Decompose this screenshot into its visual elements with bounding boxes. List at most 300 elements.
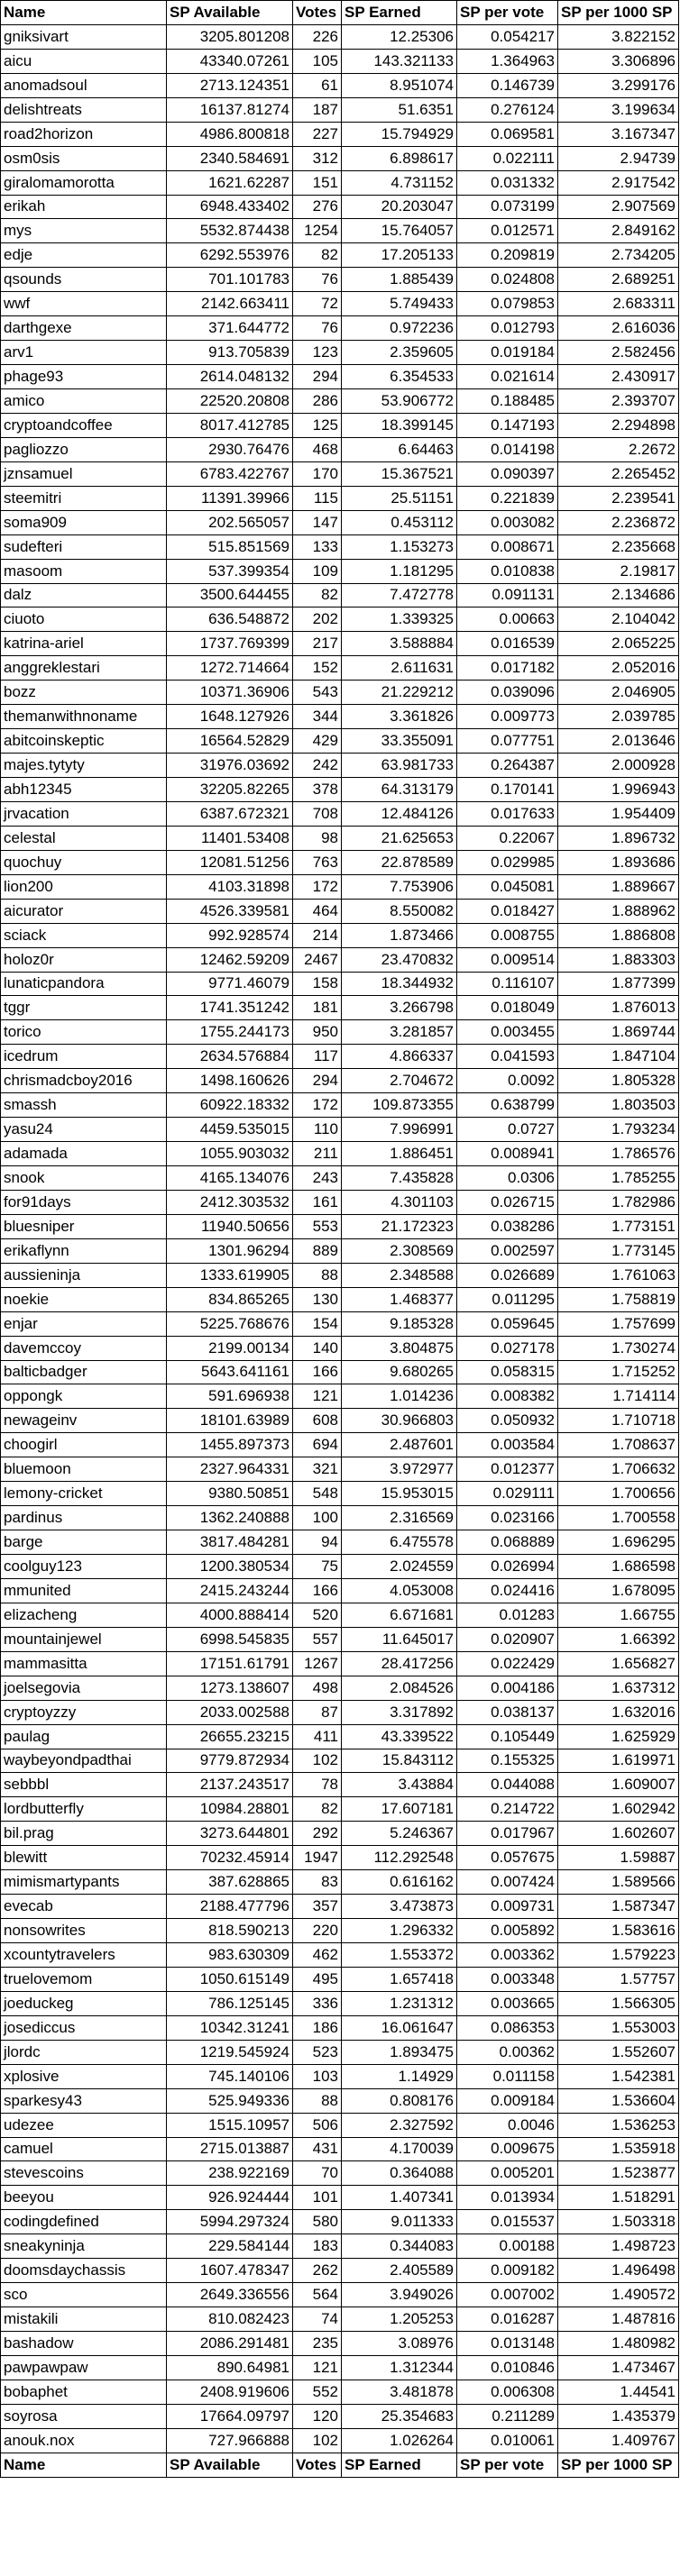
cell-sp-earned: 0.972236 [342, 316, 457, 341]
cell-sp-per-1000-sp: 2.046905 [558, 681, 679, 705]
cell-sp-per-1000-sp: 1.542381 [558, 2064, 679, 2088]
cell-sp-per-vote: 0.0727 [457, 1118, 558, 1142]
cell-sp-per-1000-sp: 1.487816 [558, 2307, 679, 2332]
cell-sp-available: 10371.36906 [167, 681, 293, 705]
cell-sp-available: 1333.619905 [167, 1263, 293, 1287]
cell-sp-per-vote: 0.026994 [457, 1555, 558, 1579]
cell-sp-per-1000-sp: 1.896732 [558, 826, 679, 850]
cell-votes: 186 [293, 2015, 342, 2040]
table-row [1, 705, 679, 729]
cell-votes: 498 [293, 1676, 342, 1700]
cell-name: bil.prag [1, 1822, 167, 1846]
cell-sp-earned: 15.843112 [342, 1749, 457, 1773]
cell-sp-earned: 3.481878 [342, 2380, 457, 2404]
cell-sp-per-vote: 0.016539 [457, 632, 558, 656]
cell-votes: 130 [293, 1287, 342, 1311]
table-row [1, 268, 679, 292]
cell-sp-per-1000-sp: 2.430917 [558, 365, 679, 389]
cell-name: mmunited [1, 1578, 167, 1603]
cell-votes: 172 [293, 1093, 342, 1118]
cell-sp-per-vote: 0.077751 [457, 729, 558, 754]
header-sp-available: SP Available [167, 1, 293, 25]
cell-votes: 1267 [293, 1651, 342, 1676]
cell-sp-earned: 11.645017 [342, 1627, 457, 1651]
cell-votes: 72 [293, 292, 342, 316]
cell-sp-earned: 7.472778 [342, 583, 457, 607]
table-row [1, 2210, 679, 2234]
cell-votes: 464 [293, 899, 342, 923]
cell-sp-available: 6783.422767 [167, 461, 293, 486]
cell-votes: 243 [293, 1166, 342, 1191]
cell-votes: 140 [293, 1336, 342, 1360]
cell-sp-earned: 25.51151 [342, 486, 457, 510]
cell-sp-available: 11401.53408 [167, 826, 293, 850]
cell-sp-per-vote: 0.105449 [457, 1724, 558, 1749]
cell-sp-per-vote: 0.008941 [457, 1142, 558, 1166]
cell-sp-per-1000-sp: 1.686598 [558, 1555, 679, 1579]
cell-sp-available: 3500.644455 [167, 583, 293, 607]
cell-votes: 183 [293, 2234, 342, 2259]
cell-sp-earned: 51.6351 [342, 97, 457, 122]
table-row [1, 1166, 679, 1191]
cell-sp-earned: 23.470832 [342, 947, 457, 972]
cell-sp-available: 2634.576884 [167, 1045, 293, 1069]
cell-sp-available: 2137.243517 [167, 1773, 293, 1797]
cell-sp-per-vote: 0.003665 [457, 1991, 558, 2015]
cell-votes: 378 [293, 778, 342, 802]
table-row [1, 1555, 679, 1579]
cell-sp-available: 636.548872 [167, 607, 293, 632]
cell-name: joeduckeg [1, 1991, 167, 2015]
cell-votes: 82 [293, 583, 342, 607]
cell-votes: 548 [293, 1482, 342, 1506]
cell-sp-available: 16137.81274 [167, 97, 293, 122]
cell-sp-per-1000-sp: 1.883303 [558, 947, 679, 972]
cell-sp-per-1000-sp: 1.889667 [558, 874, 679, 899]
cell-sp-available: 3273.644801 [167, 1822, 293, 1846]
cell-votes: 557 [293, 1627, 342, 1651]
cell-votes: 78 [293, 1773, 342, 1797]
cell-sp-per-1000-sp: 1.996943 [558, 778, 679, 802]
cell-sp-per-vote: 0.003455 [457, 1020, 558, 1045]
cell-sp-per-vote: 0.008755 [457, 923, 558, 947]
cell-votes: 1947 [293, 1846, 342, 1870]
table-row [1, 219, 679, 243]
cell-sp-per-1000-sp: 1.473467 [558, 2355, 679, 2380]
cell-name: sudefteri [1, 534, 167, 559]
cell-votes: 468 [293, 437, 342, 461]
cell-votes: 76 [293, 268, 342, 292]
cell-sp-per-vote: 0.01283 [457, 1603, 558, 1627]
cell-sp-available: 4526.339581 [167, 899, 293, 923]
cell-sp-earned: 1.181295 [342, 559, 457, 583]
cell-sp-per-1000-sp: 1.805328 [558, 1069, 679, 1093]
cell-sp-available: 26655.23215 [167, 1724, 293, 1749]
table-row [1, 607, 679, 632]
cell-sp-available: 1515.10957 [167, 2113, 293, 2137]
cell-sp-earned: 7.435828 [342, 1166, 457, 1191]
cell-votes: 431 [293, 2137, 342, 2161]
cell-sp-per-1000-sp: 2.013646 [558, 729, 679, 754]
table-row [1, 461, 679, 486]
cell-sp-earned: 17.607181 [342, 1797, 457, 1822]
cell-sp-available: 2412.303532 [167, 1190, 293, 1214]
cell-name: smassh [1, 1093, 167, 1118]
cell-votes: 115 [293, 486, 342, 510]
cell-name: noekie [1, 1287, 167, 1311]
cell-sp-earned: 0.808176 [342, 2088, 457, 2113]
cell-name: amico [1, 389, 167, 414]
cell-name: mimismartypants [1, 1870, 167, 1895]
cell-sp-per-vote: 0.209819 [457, 243, 558, 268]
cell-votes: 102 [293, 1749, 342, 1773]
cell-sp-per-1000-sp: 1.847104 [558, 1045, 679, 1069]
header-row [1, 1, 679, 25]
cell-name: tggr [1, 996, 167, 1020]
table-row [1, 874, 679, 899]
cell-sp-per-1000-sp: 1.536253 [558, 2113, 679, 2137]
cell-sp-available: 1737.769399 [167, 632, 293, 656]
cell-sp-available: 11391.39966 [167, 486, 293, 510]
cell-sp-earned: 2.024559 [342, 1555, 457, 1579]
cell-sp-per-1000-sp: 1.632016 [558, 1700, 679, 1724]
cell-votes: 202 [293, 607, 342, 632]
cell-sp-available: 727.966888 [167, 2428, 293, 2453]
cell-sp-per-vote: 0.073199 [457, 195, 558, 219]
table-row [1, 170, 679, 195]
table-row [1, 413, 679, 437]
cell-sp-available: 2713.124351 [167, 73, 293, 97]
cell-sp-per-1000-sp: 1.710718 [558, 1409, 679, 1433]
cell-sp-per-1000-sp: 1.44541 [558, 2380, 679, 2404]
cell-sp-per-1000-sp: 1.589566 [558, 1870, 679, 1895]
cell-sp-earned: 0.344083 [342, 2234, 457, 2259]
cell-sp-earned: 3.08976 [342, 2332, 457, 2356]
cell-sp-per-1000-sp: 1.757699 [558, 1311, 679, 1336]
cell-name: icedrum [1, 1045, 167, 1069]
cell-sp-per-vote: 0.0306 [457, 1166, 558, 1191]
cell-sp-per-vote: 0.023166 [457, 1506, 558, 1530]
table-row [1, 1651, 679, 1676]
cell-sp-per-1000-sp: 2.235668 [558, 534, 679, 559]
cell-sp-earned: 64.313179 [342, 778, 457, 802]
table-row [1, 146, 679, 170]
cell-sp-available: 2199.00134 [167, 1336, 293, 1360]
cell-name: paulag [1, 1724, 167, 1749]
cell-sp-per-1000-sp: 2.236872 [558, 510, 679, 534]
header-sp-earned: SP Earned [342, 1, 457, 25]
cell-sp-per-1000-sp: 2.239541 [558, 486, 679, 510]
cell-sp-earned: 109.873355 [342, 1093, 457, 1118]
cell-sp-per-1000-sp: 2.616036 [558, 316, 679, 341]
table-row [1, 1919, 679, 1943]
cell-sp-available: 10342.31241 [167, 2015, 293, 2040]
table-row [1, 510, 679, 534]
header-sp-available: SP Available [167, 2453, 293, 2477]
cell-sp-available: 926.924444 [167, 2186, 293, 2210]
cell-sp-available: 17664.09797 [167, 2404, 293, 2428]
cell-sp-per-vote: 0.211289 [457, 2404, 558, 2428]
cell-sp-per-1000-sp: 1.954409 [558, 801, 679, 826]
cell-sp-available: 992.928574 [167, 923, 293, 947]
cell-sp-available: 525.949336 [167, 2088, 293, 2113]
cell-sp-per-vote: 0.050932 [457, 1409, 558, 1433]
cell-sp-earned: 2.348588 [342, 1263, 457, 1287]
cell-votes: 117 [293, 1045, 342, 1069]
cell-sp-earned: 53.906772 [342, 389, 457, 414]
cell-votes: 88 [293, 2088, 342, 2113]
table-row [1, 1287, 679, 1311]
cell-name: lion200 [1, 874, 167, 899]
cell-sp-per-vote: 0.008382 [457, 1384, 558, 1409]
table-row [1, 1895, 679, 1919]
cell-votes: 101 [293, 2186, 342, 2210]
cell-sp-available: 818.590213 [167, 1919, 293, 1943]
cell-sp-per-1000-sp: 1.66755 [558, 1603, 679, 1627]
cell-sp-per-1000-sp: 1.656827 [558, 1651, 679, 1676]
cell-votes: 411 [293, 1724, 342, 1749]
cell-sp-earned: 63.981733 [342, 754, 457, 778]
cell-name: giralomamorotta [1, 170, 167, 195]
cell-sp-per-vote: 0.007424 [457, 1870, 558, 1895]
cell-sp-earned: 3.804875 [342, 1336, 457, 1360]
table-row [1, 2113, 679, 2137]
cell-votes: 462 [293, 1943, 342, 1968]
table-row [1, 1627, 679, 1651]
cell-sp-available: 4459.535015 [167, 1118, 293, 1142]
cell-sp-earned: 7.753906 [342, 874, 457, 899]
table-row [1, 583, 679, 607]
cell-name: masoom [1, 559, 167, 583]
cell-name: cryptoandcoffee [1, 413, 167, 437]
cell-sp-earned: 3.43884 [342, 1773, 457, 1797]
cell-sp-earned: 3.281857 [342, 1020, 457, 1045]
cell-sp-earned: 21.172323 [342, 1214, 457, 1238]
cell-sp-earned: 1.407341 [342, 2186, 457, 2210]
cell-name: ciuoto [1, 607, 167, 632]
cell-votes: 61 [293, 73, 342, 97]
cell-votes: 708 [293, 801, 342, 826]
cell-name: camuel [1, 2137, 167, 2161]
cell-sp-per-vote: 0.013934 [457, 2186, 558, 2210]
cell-sp-per-1000-sp: 1.773151 [558, 1214, 679, 1238]
cell-sp-per-1000-sp: 1.435379 [558, 2404, 679, 2428]
cell-sp-available: 1272.714664 [167, 656, 293, 681]
cell-sp-earned: 1.014236 [342, 1384, 457, 1409]
cell-name: bluemoon [1, 1457, 167, 1482]
cell-sp-available: 1741.351242 [167, 996, 293, 1020]
cell-votes: 262 [293, 2259, 342, 2283]
cell-name: darthgexe [1, 316, 167, 341]
cell-sp-earned: 17.205133 [342, 243, 457, 268]
table-row [1, 2428, 679, 2453]
cell-name: lemony-cricket [1, 1482, 167, 1506]
cell-name: udezee [1, 2113, 167, 2137]
cell-sp-per-vote: 0.090397 [457, 461, 558, 486]
table-row [1, 1118, 679, 1142]
cell-sp-per-1000-sp: 1.877399 [558, 972, 679, 996]
cell-sp-available: 2033.002588 [167, 1700, 293, 1724]
cell-name: joelsegovia [1, 1676, 167, 1700]
cell-votes: 110 [293, 1118, 342, 1142]
cell-sp-available: 2614.048132 [167, 365, 293, 389]
table-row [1, 2186, 679, 2210]
cell-sp-per-vote: 0.041593 [457, 1045, 558, 1069]
cell-sp-per-vote: 0.018049 [457, 996, 558, 1020]
cell-sp-per-1000-sp: 1.518291 [558, 2186, 679, 2210]
table-row [1, 2161, 679, 2186]
table-row [1, 1360, 679, 1384]
cell-votes: 187 [293, 97, 342, 122]
cell-name: beeyou [1, 2186, 167, 2210]
cell-sp-available: 6998.545835 [167, 1627, 293, 1651]
cell-name: evecab [1, 1895, 167, 1919]
cell-sp-per-1000-sp: 1.602942 [558, 1797, 679, 1822]
cell-sp-per-vote: 0.038137 [457, 1700, 558, 1724]
cell-sp-per-vote: 0.009675 [457, 2137, 558, 2161]
cell-sp-earned: 2.308569 [342, 1238, 457, 1263]
cell-sp-available: 4000.888414 [167, 1603, 293, 1627]
cell-sp-available: 60922.18332 [167, 1093, 293, 1118]
cell-sp-available: 1648.127926 [167, 705, 293, 729]
cell-name: balticbadger [1, 1360, 167, 1384]
cell-sp-available: 701.101783 [167, 268, 293, 292]
cell-sp-per-vote: 0.221839 [457, 486, 558, 510]
cell-sp-earned: 1.14929 [342, 2064, 457, 2088]
cell-sp-per-1000-sp: 1.773145 [558, 1238, 679, 1263]
cell-sp-earned: 15.367521 [342, 461, 457, 486]
cell-sp-per-vote: 0.009184 [457, 2088, 558, 2113]
cell-sp-available: 786.125145 [167, 1991, 293, 2015]
header-sp-earned: SP Earned [342, 2453, 457, 2477]
cell-votes: 217 [293, 632, 342, 656]
cell-name: elizacheng [1, 1603, 167, 1627]
cell-name: sco [1, 2283, 167, 2307]
cell-votes: 98 [293, 826, 342, 850]
cell-name: pagliozzo [1, 437, 167, 461]
cell-sp-per-vote: 0.079853 [457, 292, 558, 316]
cell-sp-per-vote: 0.005201 [457, 2161, 558, 2186]
cell-votes: 357 [293, 1895, 342, 1919]
cell-votes: 242 [293, 754, 342, 778]
cell-name: bashadow [1, 2332, 167, 2356]
cell-votes: 105 [293, 49, 342, 73]
cell-sp-per-1000-sp: 1.553003 [558, 2015, 679, 2040]
cell-sp-per-vote: 0.022111 [457, 146, 558, 170]
table-row [1, 656, 679, 681]
cell-votes: 154 [293, 1311, 342, 1336]
cell-sp-per-vote: 0.068889 [457, 1530, 558, 1555]
table-row [1, 1822, 679, 1846]
cell-votes: 74 [293, 2307, 342, 2332]
cell-votes: 286 [293, 389, 342, 414]
cell-votes: 181 [293, 996, 342, 1020]
cell-sp-per-vote: 0.009182 [457, 2259, 558, 2283]
cell-sp-per-1000-sp: 1.678095 [558, 1578, 679, 1603]
cell-sp-earned: 4.170039 [342, 2137, 457, 2161]
cell-sp-per-vote: 0.069581 [457, 122, 558, 146]
cell-sp-available: 2415.243244 [167, 1578, 293, 1603]
cell-votes: 763 [293, 850, 342, 874]
cell-name: coolguy123 [1, 1555, 167, 1579]
cell-name: stevescoins [1, 2161, 167, 2186]
cell-sp-earned: 0.616162 [342, 1870, 457, 1895]
cell-sp-per-1000-sp: 1.66392 [558, 1627, 679, 1651]
cell-sp-per-1000-sp: 1.637312 [558, 1676, 679, 1700]
cell-sp-per-1000-sp: 1.785255 [558, 1166, 679, 1191]
cell-name: gniksivart [1, 24, 167, 49]
cell-name: osm0sis [1, 146, 167, 170]
cell-name: holoz0r [1, 947, 167, 972]
cell-votes: 429 [293, 729, 342, 754]
table-row [1, 1870, 679, 1895]
cell-sp-available: 1607.478347 [167, 2259, 293, 2283]
cell-sp-available: 1362.240888 [167, 1506, 293, 1530]
cell-sp-earned: 21.625653 [342, 826, 457, 850]
cell-sp-per-1000-sp: 1.583616 [558, 1919, 679, 1943]
cell-sp-per-1000-sp: 1.700558 [558, 1506, 679, 1530]
cell-sp-per-1000-sp: 1.696295 [558, 1530, 679, 1555]
cell-sp-available: 2930.76476 [167, 437, 293, 461]
table-row [1, 1773, 679, 1797]
cell-sp-available: 31976.03692 [167, 754, 293, 778]
cell-sp-earned: 28.417256 [342, 1651, 457, 1676]
cell-sp-earned: 30.966803 [342, 1409, 457, 1433]
cell-name: edje [1, 243, 167, 268]
cell-sp-earned: 2.084526 [342, 1676, 457, 1700]
cell-sp-available: 8017.412785 [167, 413, 293, 437]
cell-sp-earned: 1.468377 [342, 1287, 457, 1311]
cell-name: abh12345 [1, 778, 167, 802]
table-row [1, 534, 679, 559]
cell-sp-available: 834.865265 [167, 1287, 293, 1311]
cell-sp-available: 3817.484281 [167, 1530, 293, 1555]
cell-sp-per-vote: 0.638799 [457, 1093, 558, 1118]
cell-votes: 147 [293, 510, 342, 534]
cell-name: sciack [1, 923, 167, 947]
cell-sp-earned: 4.053008 [342, 1578, 457, 1603]
cell-sp-per-1000-sp: 3.306896 [558, 49, 679, 73]
cell-sp-available: 4165.134076 [167, 1166, 293, 1191]
cell-sp-per-1000-sp: 2.689251 [558, 268, 679, 292]
cell-sp-per-1000-sp: 1.888962 [558, 899, 679, 923]
table-row [1, 1190, 679, 1214]
cell-sp-available: 32205.82265 [167, 778, 293, 802]
cell-sp-available: 11940.50656 [167, 1214, 293, 1238]
cell-name: oppongk [1, 1384, 167, 1409]
cell-sp-per-1000-sp: 2.917542 [558, 170, 679, 195]
table-row [1, 2137, 679, 2161]
cell-sp-earned: 4.866337 [342, 1045, 457, 1069]
table-row [1, 1700, 679, 1724]
cell-sp-per-1000-sp: 2.393707 [558, 389, 679, 414]
cell-sp-per-vote: 0.026715 [457, 1190, 558, 1214]
cell-sp-available: 1498.160626 [167, 1069, 293, 1093]
cell-sp-earned: 2.327592 [342, 2113, 457, 2137]
header-votes: Votes [293, 1, 342, 25]
cell-sp-available: 913.705839 [167, 341, 293, 365]
cell-sp-per-1000-sp: 1.625929 [558, 1724, 679, 1749]
cell-sp-available: 2188.477796 [167, 1895, 293, 1919]
cell-name: chrismadcboy2016 [1, 1069, 167, 1093]
cell-sp-available: 5532.874438 [167, 219, 293, 243]
cell-sp-available: 238.922169 [167, 2161, 293, 2186]
cell-sp-earned: 16.061647 [342, 2015, 457, 2040]
cell-votes: 103 [293, 2064, 342, 2088]
cell-sp-earned: 25.354683 [342, 2404, 457, 2428]
table-row [1, 1482, 679, 1506]
cell-sp-available: 1200.380534 [167, 1555, 293, 1579]
